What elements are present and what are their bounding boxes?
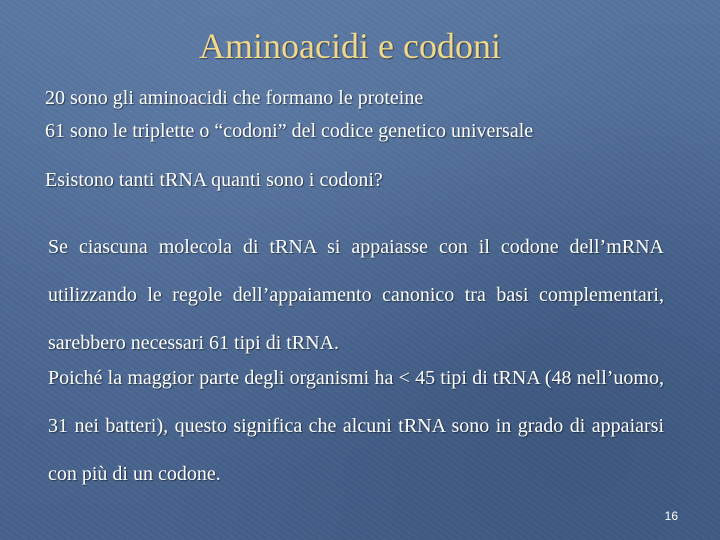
fact-line-amino-acids	[45, 86, 423, 110]
fact-number: 20	[45, 87, 65, 109]
paragraph-wobble-premise: Se ciascuna molecola di tRNA si appaiasse con il codone dell’mRNA utilizzando le regole dell’appaiamento canonico tra basi complementari, sarebbero necessari 61 tipi di tRNA.	[48, 236, 664, 354]
fact-text: sono gli aminoacidi che formano le proteine	[65, 87, 424, 109]
page-number: 16	[664, 509, 678, 523]
fact-number: 61	[45, 120, 65, 142]
question-line: Esistono tanti tRNA quanti sono i codoni?	[45, 169, 383, 191]
fact-text: sono le triplette o “codoni” del codice genetico universale	[65, 120, 534, 142]
fact-line-codons	[45, 119, 533, 143]
paragraph-wobble-conclusion: Poiché la maggior parte degli organismi ha < 45 tipi di tRNA (48 nell’uomo, 31 nei batteri), questo significa che alcuni tRNA sono in grado di appaiarsi con più di un codone.	[48, 367, 664, 485]
slide-title: Aminoacidi e codoni	[199, 26, 501, 66]
